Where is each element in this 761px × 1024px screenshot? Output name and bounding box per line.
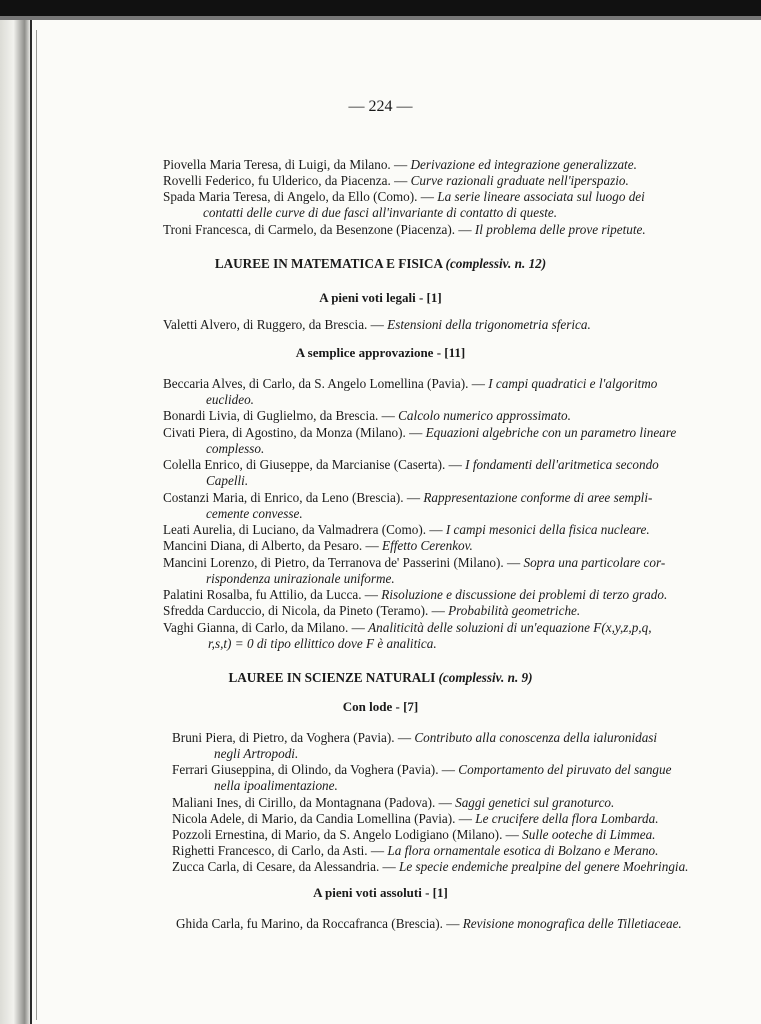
list-item-continuation: r,s,t) = 0 di tipo ellittico dove F è analitica. <box>208 636 437 651</box>
section-heading: LAUREE IN MATEMATICA E FISICA (complessiv. n. 12) <box>214 256 547 271</box>
list-item: Costanzi Maria, di Enrico, da Leno (Brescia). — Rappresentazione conforme di aree sempli- <box>163 490 653 505</box>
list-item: Beccaria Alves, di Carlo, da S. Angelo Lomellina (Pavia). — I campi quadratici e l'algoritmo <box>163 376 658 391</box>
list-item: Righetti Francesco, di Carlo, da Asti. — La flora ornamentale esotica di Bolzano e Merano. <box>172 843 659 858</box>
list-item-continuation: Capelli. <box>206 473 249 488</box>
list-item: Sfredda Carduccio, di Nicola, da Pineto (Teramo). — Probabilità geometriche. <box>163 603 581 618</box>
binding-edge-inner <box>36 30 37 1020</box>
subsection-heading: A pieni voti assoluti - [1] <box>313 885 448 900</box>
list-item: Maliani Ines, di Cirillo, da Montagnana (Padova). — Saggi genetici sul granoturco. <box>172 795 615 810</box>
binding-edge <box>30 18 32 1024</box>
list-item: Ferrari Giuseppina, di Olindo, da Voghera (Pavia). — Comportamento del piruvato del sangue <box>172 762 672 777</box>
list-item: Valetti Alvero, di Ruggero, da Brescia. — Estensioni della trigonometria sferica. <box>163 317 591 332</box>
list-item-continuation: complesso. <box>206 441 265 456</box>
list-item-continuation: euclideo. <box>206 392 254 407</box>
list-item-continuation: rispondenza unirazionale uniforme. <box>206 571 395 586</box>
list-item: Vaghi Gianna, di Carlo, da Milano. — Analiticità delle soluzioni di un'equazione F(x,y,z,p,q, <box>163 620 652 635</box>
list-item: Zucca Carla, di Cesare, da Alessandria. — Le specie endemiche prealpine del genere Moehringia. <box>172 859 689 874</box>
scan-top-edge-shadow <box>0 16 761 20</box>
subsection-heading: A semplice approvazione - [11] <box>295 345 466 360</box>
page-number: — 224 — <box>348 98 413 115</box>
list-item: Bruni Piera, di Pietro, da Voghera (Pavia). — Contributo alla conoscenza della ialuronidasi <box>172 730 658 745</box>
list-item: Nicola Adele, di Mario, da Candia Lomellina (Pavia). — Le crucifere della flora Lombarda. <box>172 811 659 826</box>
list-item-continuation: contatti delle curve di due fasci all'invariante di contatto di queste. <box>203 205 558 220</box>
list-item: Mancini Lorenzo, di Pietro, da Terranova de' Passerini (Milano). — Sopra una particolare cor- <box>163 555 666 570</box>
list-item: Piovella Maria Teresa, di Luigi, da Milano. — Derivazione ed integrazione generalizzate. <box>163 157 637 172</box>
list-item-continuation: cemente convesse. <box>206 506 303 521</box>
scan-top-edge <box>0 0 761 16</box>
list-item: Colella Enrico, di Giuseppe, da Marcianise (Caserta). — I fondamenti dell'aritmetica secondo <box>163 457 659 472</box>
subsection-heading: A pieni voti legali - [1] <box>319 290 442 305</box>
list-item: Civati Piera, di Agostino, da Monza (Milano). — Equazioni algebriche con un parametro lineare <box>163 425 677 440</box>
list-item-continuation: nella ipoalimentazione. <box>214 778 338 793</box>
list-item: Rovelli Federico, fu Ulderico, da Piacenza. — Curve razionali graduate nell'iperspazio. <box>163 173 629 188</box>
subsection-heading: Con lode - [7] <box>342 699 419 714</box>
list-item: Pozzoli Ernestina, di Mario, da S. Angelo Lodigiano (Milano). — Sulle ooteche di Limmea. <box>172 827 656 842</box>
list-item: Leati Aurelia, di Luciano, da Valmadrera (Como). — I campi mesonici della fisica nucleare. <box>163 522 650 537</box>
list-item: Bonardi Livia, di Guglielmo, da Brescia. — Calcolo numerico approssimato. <box>163 408 571 423</box>
list-item: Troni Francesca, di Carmelo, da Besenzone (Piacenza). — Il problema delle prove ripetute. <box>163 222 646 237</box>
book-binding-shadow <box>0 0 30 1024</box>
list-item: Ghida Carla, fu Marino, da Roccafranca (Brescia). — Revisione monografica delle Tilletiaceae. <box>176 916 682 931</box>
section-heading: LAUREE IN SCIENZE NATURALI (complessiv. n. 9) <box>228 670 533 685</box>
list-item: Spada Maria Teresa, di Angelo, da Ello (Como). — La serie lineare associata sul luogo dei <box>163 189 645 204</box>
list-item: Mancini Diana, di Alberto, da Pesaro. — Effetto Cerenkov. <box>163 538 473 553</box>
list-item-continuation: negli Artropodi. <box>214 746 299 761</box>
list-item: Palatini Rosalba, fu Attilio, da Lucca. — Risoluzione e discussione dei problemi di terzo grado. <box>163 587 668 602</box>
